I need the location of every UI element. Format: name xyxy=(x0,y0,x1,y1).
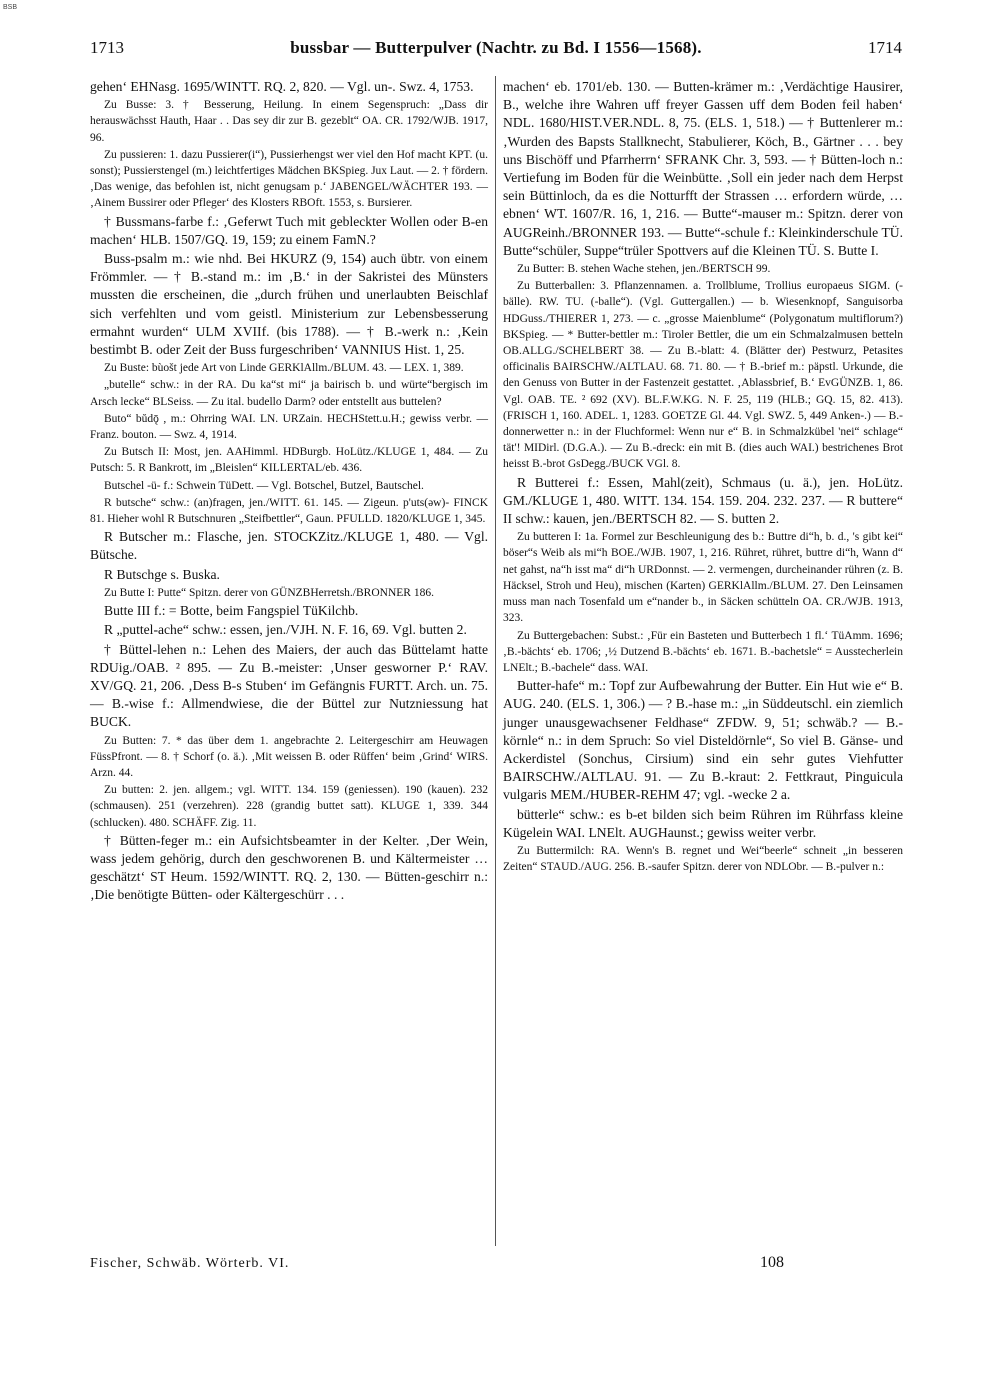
dictionary-entry: Zu Butterballen: 3. Pflanzennamen. a. Trollblume, Trollius europaeus SIGM. (-bälle). RW. TU. (-balle“). (Vgl. Guttergallen.) — b. Wiesenknopf, Sanguisorba HDGuss./THIERER 1, 273. — c. „grosse Maienblume“ (Polygonatum multiflorum?) BKSpieg. — * Butter-bettler m.: Tiroler Bettler, die um ein Schmalzalmusen betteln OB.ALLG./SCHELBERT 38. — Zu B.-blatt: 4. (Blätter der) Pestwurz, Petasites officinalis BAIRSCHW./ALTLAU. 68. 71. 80. — † B.-brief m.: päpstl. Urkunde, die den Genuss von Butter in der Fastenzeit gestattet. ‚Ablassbrief, B.‘ EvGÜNZB. 1, 86. Vgl. OAB. TE. ² 692 (XV). BL.F.W.KG. N. F. 25, 119 (HLB.; GQ. 15, 82. 413). (FRISCH 1, 160. ADEL. 1, 1283. GOETZE Gl. 44. Vgl. SWZ. 5, 449 Anken-.) — B.-donnerwetter n.: in der Fluchformel: Wenn nur e“ B. in Schmalzkübel 'nei“ schlage“ tät'! MIDirl. (D.G.A.). — Zu B.-dreck: ein mit B. (dies auch WAI.) bestrichenes Brot heisst B.-brot GsDegg./BUCK VGl. 8. xyxy=(503,280,903,471)
dictionary-entry: † Büttel-lehen n.: Lehen des Maiers, der auch das Büttelamt hatte RDUig./OAB. ² 895. — Zu B.-meister: ‚Unser gesworner P.‘ RAV. XV/GQ. 21, 206. ‚Dess B-s Stuben‘ im Gefängnis FURTT. Arch. un. 75. — B.-wise f.: Allmendwiese, die der Büttel zur Nutzniessung hat BUCK. xyxy=(90,641,488,730)
dictionary-entry: Zu Butter: B. stehen Wache stehen, jen./BERTSCH 99. xyxy=(517,263,771,276)
page-number-left: 1713 xyxy=(90,38,124,57)
right-column xyxy=(503,78,903,876)
dictionary-entry: Zu Buste: bùošt jede Art von Linde GERKlAllm./BLUM. 43. — LEX. 1, 389. xyxy=(104,362,464,375)
dictionary-entry: R butsche“ schw.: (an)fragen, jen./WITT. 61. 145. — Zigeun. p'uts(ǝw)- FINCK 81. Hieher wohl R Butschnuren „Steifbettler“, Gaun. PFULLD. 1820/KLUGE 1, 345. xyxy=(90,496,488,526)
dictionary-entry: † Bütten-feger m.: ein Aufsichtsbeamter in der Kelter. ‚Der Wein, wass jedem gehörig, durch den geschworenen B. und Kältermeister … geschätzt‘ ST Heum. 1592/WINTT. RQ. 2, 130. — Bütten-geschirr n.: ‚Die benötigte Bütten- oder Kältergeschürr . . . xyxy=(90,832,488,903)
dictionary-entry: Butte III f.: = Botte, beim Fangspiel TüKilchb. xyxy=(104,603,359,619)
page-number-right: 1714 xyxy=(868,38,902,57)
dictionary-entry: Zu Butsch II: Most, jen. AAHimml. HDBurgb. HoLütz./KLUGE 1, 484. — Zu Putsch: 5. R Bankrott, im „Bleislen“ KILLERTAL/eb. 436. xyxy=(90,446,488,475)
dictionary-entry: Zu Buttermilch: RA. Wenn's B. regnet und Wei“beerle“ schneit „in besseren Zeiten“ STAUD./AUG. 256. B.-saufer Spitzn. derer von NDLObr. — B.-pulver n.: xyxy=(503,844,903,874)
dictionary-entry: R Butscher m.: Flasche, jen. STOCKZitz./KLUGE 1, 480. — Vgl. Bütsche. xyxy=(90,529,488,563)
dictionary-entry: Butschel -ü- f.: Schwein TüDett. — Vgl. Botschel, Butzel, Bautschel. xyxy=(104,479,424,492)
dictionary-entry: gehen‘ EHNasg. 1695/WINTT. RQ. 2, 820. — Vgl. un-. Swz. 4, 1753. xyxy=(90,79,474,94)
left-column xyxy=(90,78,488,906)
footer-signature: Fischer, Schwäb. Wörterb. VI. xyxy=(90,1256,290,1271)
dictionary-entry: „butelle“ schw.: in der RA. Du ka“st mi“ ja bairisch b. und würte“bergisch im Arsch lecke“ BLSeiss. — Zu ital. budello Darm? oder entstellt aus buttelen? xyxy=(90,379,488,408)
dictionary-entry: Zu pussieren: 1. dazu Pussierer(i“), Pussierhengst wer viel den Hof macht KPT. (u. sonst); Pussierstengel (m.) leichtfertiges Mädchen BKSpieg. Jux Laut. — 2. † fördern. ‚Das wenige, das befohlen ist, nicht genugsam p.‘ JABENGEL/WÄCHTER 193. — ‚Ainem Bussirer oder Pfleger‘ des Klosters RBOft. 1553, s. Bursierer. xyxy=(90,148,488,210)
dictionary-entry: R Butterei f.: Essen, Mahl(zeit), Schmaus (u. ä.), jen. HoLütz. GM./KLUGE 1, 480. WITT. 134. 154. 159. 204. 232. 237. — R buttere“ II schw.: kauen, jen./BERTSCH 82. — S. butten 2. xyxy=(503,474,903,527)
dictionary-entry: Zu butteren I: 1a. Formel zur Beschleunigung des b.: Buttre di“h, b. d., 's gibt kei“ böser“s Weib als mi“h BOE./WJB. 1907, 1, 216. Rühret, rühret, buttre di“h, Wann d“ net gahst, na“h isst ma“ di“h URDonnst. — 2. vermengen, durcheinander rühren (z. B. Häcksel, Stroh und Heu), mischen (Karten) GERKlAllm./BLUM. 27. Den Leinsamen muss man nach Tosenfald um e“nander b., in Säcken schütteln OA. CR./WJB. 1913, 323. xyxy=(503,531,903,625)
library-stamp: BSB xyxy=(3,4,18,11)
dictionary-entry: machen‘ eb. 1701/eb. 130. — Butten-krämer m.: ‚Verdächtige Hausirer, B., welche ihre Wahren uff freyer Gassen uff dem Boden feil haben‘ NDL. 1680/HIST.VER.NDL. 8, 75. (ELS. 1, 518.) — † Buttenlerer m.: ‚Wurden des Bapsts Stallknecht, Stabulierer, Köch, B., Gärtner . . . bey uns Bischöff und Pfarrherrn‘ SFRANK Chr. 3, 593. — † Bütten-loch n.: Vertiefung im Boden für die Weinbütte. ‚Soll ein jeder nach dem Herpst sein Büttinloch, da es die Notturfft der Strassen … erfordern würde, … ebnen‘ WT. 1607/R. 16, 1, 216. — Butte“-mauser m.: Spitzn. derer von AUGReinh./BRONNER 193. — Butte“-schule f.: Kleinkinderschule TÜ. Butte“schüler, Suppe“trüler Spottvers auf die Kleinen TÜ. S. Butte I. xyxy=(503,79,903,258)
dictionary-entry: bütterle“ schw.: es b-et bilden sich beim Rühren im Rührfass kleine Kügelein WAI. LNElt. AUGHaunst.; gewiss weiter verbr. xyxy=(503,806,903,840)
dictionary-entry: Buto“ bŭdǭ , m.: Ohrring WAI. LN. URZain. HECHStett.u.H.; gewiss verbr. — Franz. bouton. — Swz. 4, 1914. xyxy=(90,412,488,442)
dictionary-entry: Zu Butten: 7. * das über dem 1. angebrachte 2. Leitergeschirr am Heuwagen FüssPfront. — 8. † Schorf (o. ä.). ‚Mit weissen B. oder Rüffen‘ beim ‚Grind‘ WIRS. Arzn. 44. xyxy=(90,734,488,779)
dictionary-entry: R „puttel-ache“ schw.: essen, jen./VJH. N. F. 16, 69. Vgl. butten 2. xyxy=(104,622,467,638)
dictionary-entry: Buss-psalm m.: wie nhd. Bei HKURZ (9, 154) auch übtr. von einem Frömmler. — † B.-stand m.: im ‚B.‘ in der Sakristei des Münsters mussten die erscheinen, die „durch frühen und unerlaubten Beischlaf sich verfehlten und vom geistl. Ministerium zur Lebensbesserung ermahnt wurden“ ULM XVIIf. (bis 1788). — † B.-werk n.: ‚Kein bestimbt B. oder Zeit der Buss furgeschriben‘ VANNIUS Hist. 1, 25. xyxy=(90,251,488,358)
dictionary-entry: R Butschge s. Buska. xyxy=(104,566,220,582)
dictionary-entry: Zu Buttergebachen: Subst.: ‚Für ein Basteten und Butterbech 1 fl.‘ TüAmm. 1696; ‚B.-bächts‘ eb. 1706; ‚½ Dutzend B.-bächts‘ eb. 1671. B.-bachetsle“ = Ausstecherlein LNElt.; B.-bachele“ dass. WAI. xyxy=(503,629,903,674)
column-divider xyxy=(495,76,496,1246)
dictionary-entry: Zu Butte I: Putte“ Spitzn. derer von GÜNZBHerretsh./BRONNER 186. xyxy=(104,586,434,599)
page-header xyxy=(90,38,902,60)
running-title: bussbar — Butterpulver (Nachtr. zu Bd. I 1556—1568). xyxy=(290,38,702,57)
dictionary-entry: Zu butten: 2. jen. allgem.; vgl. WITT. 134. 159 (geniessen). 190 (kauen). 232 (schmausen). 251 (verzehren). 228 (grandig buttet satt). KLUGE 1, 339. 344 (schlucken). 480. SCHÄFF. Zig. 11. xyxy=(90,784,488,829)
sheet-number: 108 xyxy=(760,1254,784,1271)
dictionary-entry: † Bussmans-farbe f.: ‚Geferwt Tuch mit gebleckter Wollen oder B-en machen‘ HLB. 1507/GQ. 19, 159; zu einem FamN.? xyxy=(90,213,488,247)
dictionary-entry: Zu Busse: 3. † Besserung, Heilung. In einem Segenspruch: „Dass dir herauswächsst Hauth, Haar . . Das sey dir zur B. gezeblt“ OA. CR. 1792/WJB. 1917, 96. xyxy=(90,99,488,144)
dictionary-entry: Butter-hafe“ m.: Topf zur Aufbewahrung der Butter. Ein Hut wie e“ B. AUG. 240. (ELS. 1, 306.) — ? B.-hase m.: „in Süddeutschl. ein ziemlich junger unausgewachsener Feldhase“ ZFDW. 9, 51; schwäb.? — B.-körnle“ n.: in dem Spruch: So viel Disteldörnle“, So viel B. Gänse- und Ackerdistel (Sonchus, Cirsium) sind ein sehr gutes Viehfutter BAIRSCHW./ALTLAU. 91. — Zu B.-kraut: 2. Fettkraut, Pinguicula vulgaris MEM./HUBER-REHM 47; vgl. -wecke 2 a. xyxy=(503,678,903,803)
